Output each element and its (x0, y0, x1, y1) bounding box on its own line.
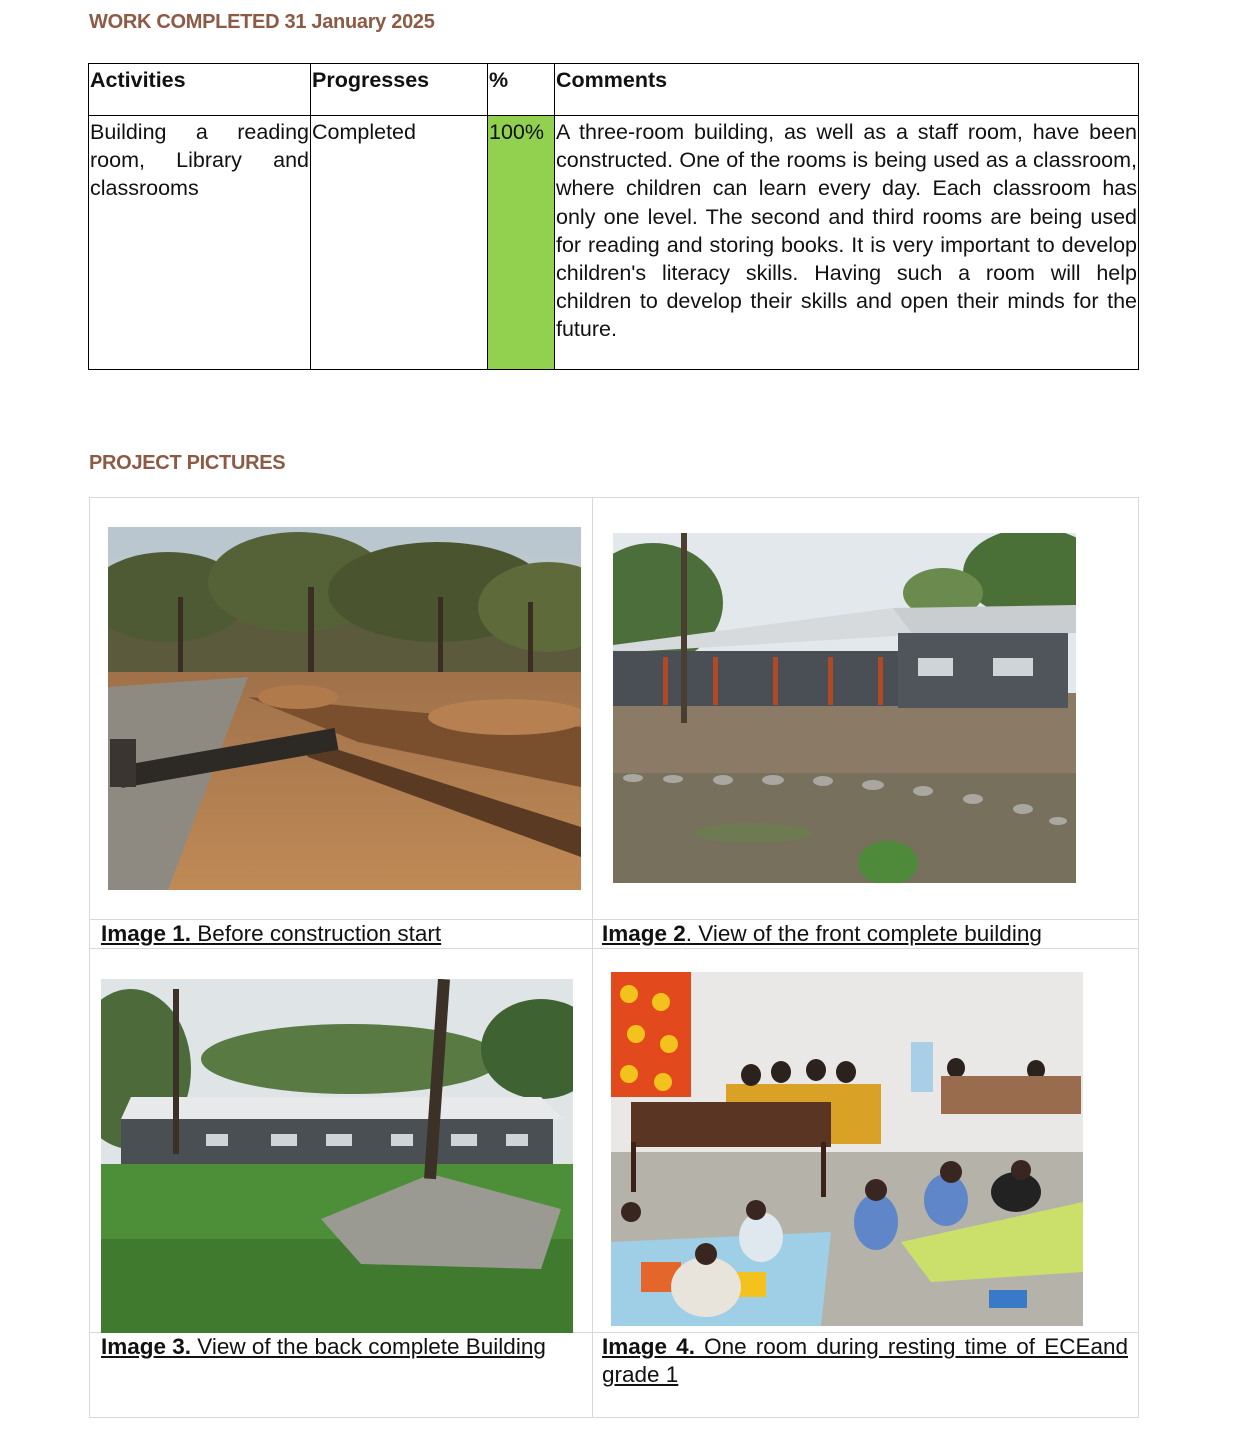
caption-label: Image 2 (602, 921, 686, 946)
column-header-progresses: Progresses (311, 64, 488, 116)
caption-image-2 (602, 920, 1130, 948)
caption-text: . View of the front complete building (685, 921, 1042, 946)
column-header-percent: % (488, 64, 555, 116)
photo-before-construction (108, 527, 581, 890)
work-completed-table (88, 63, 1139, 370)
percent-cell: 100% (488, 116, 555, 370)
activity-cell: Building a reading room, Library and classrooms (89, 116, 311, 370)
column-header-activities: Activities (89, 64, 311, 116)
photo-back-building (101, 979, 573, 1333)
pictures-grid (89, 497, 1139, 1418)
caption-image-1 (101, 920, 581, 948)
column-header-comments: Comments (555, 64, 1139, 116)
grid-divider (592, 498, 593, 1417)
comment-cell: A three-room building, as well as a staff room, have been constructed. One of the rooms is being used as a classroom, where children can learn every day. Each classroom has only one level. The second and third rooms are being used for reading and storing books. It is very important to develop children's literacy skills. Having such a room will help children to develop their skills and open their minds for the future. (555, 116, 1139, 370)
photo-front-building (613, 533, 1076, 883)
photo-classroom (611, 972, 1083, 1326)
caption-image-4 (602, 1333, 1128, 1389)
caption-label: Image 1. (101, 921, 192, 946)
caption-image-3 (101, 1333, 581, 1361)
caption-text: View of the back complete Building (191, 1334, 546, 1359)
caption-text: One room during resting time of ECEand grade 1 (602, 1334, 1128, 1387)
section-title-project-pictures: PROJECT PICTURES (89, 452, 286, 474)
section-title-work-completed: WORK COMPLETED 31 January 2025 (89, 11, 435, 33)
caption-text: Before construction start (191, 921, 442, 946)
caption-label: Image 3. (101, 1334, 192, 1359)
grid-divider (90, 948, 1138, 949)
table-row (89, 116, 1139, 370)
progress-cell: Completed (311, 116, 488, 370)
table-header-row (89, 64, 1139, 116)
caption-label: Image 4. (602, 1334, 695, 1359)
